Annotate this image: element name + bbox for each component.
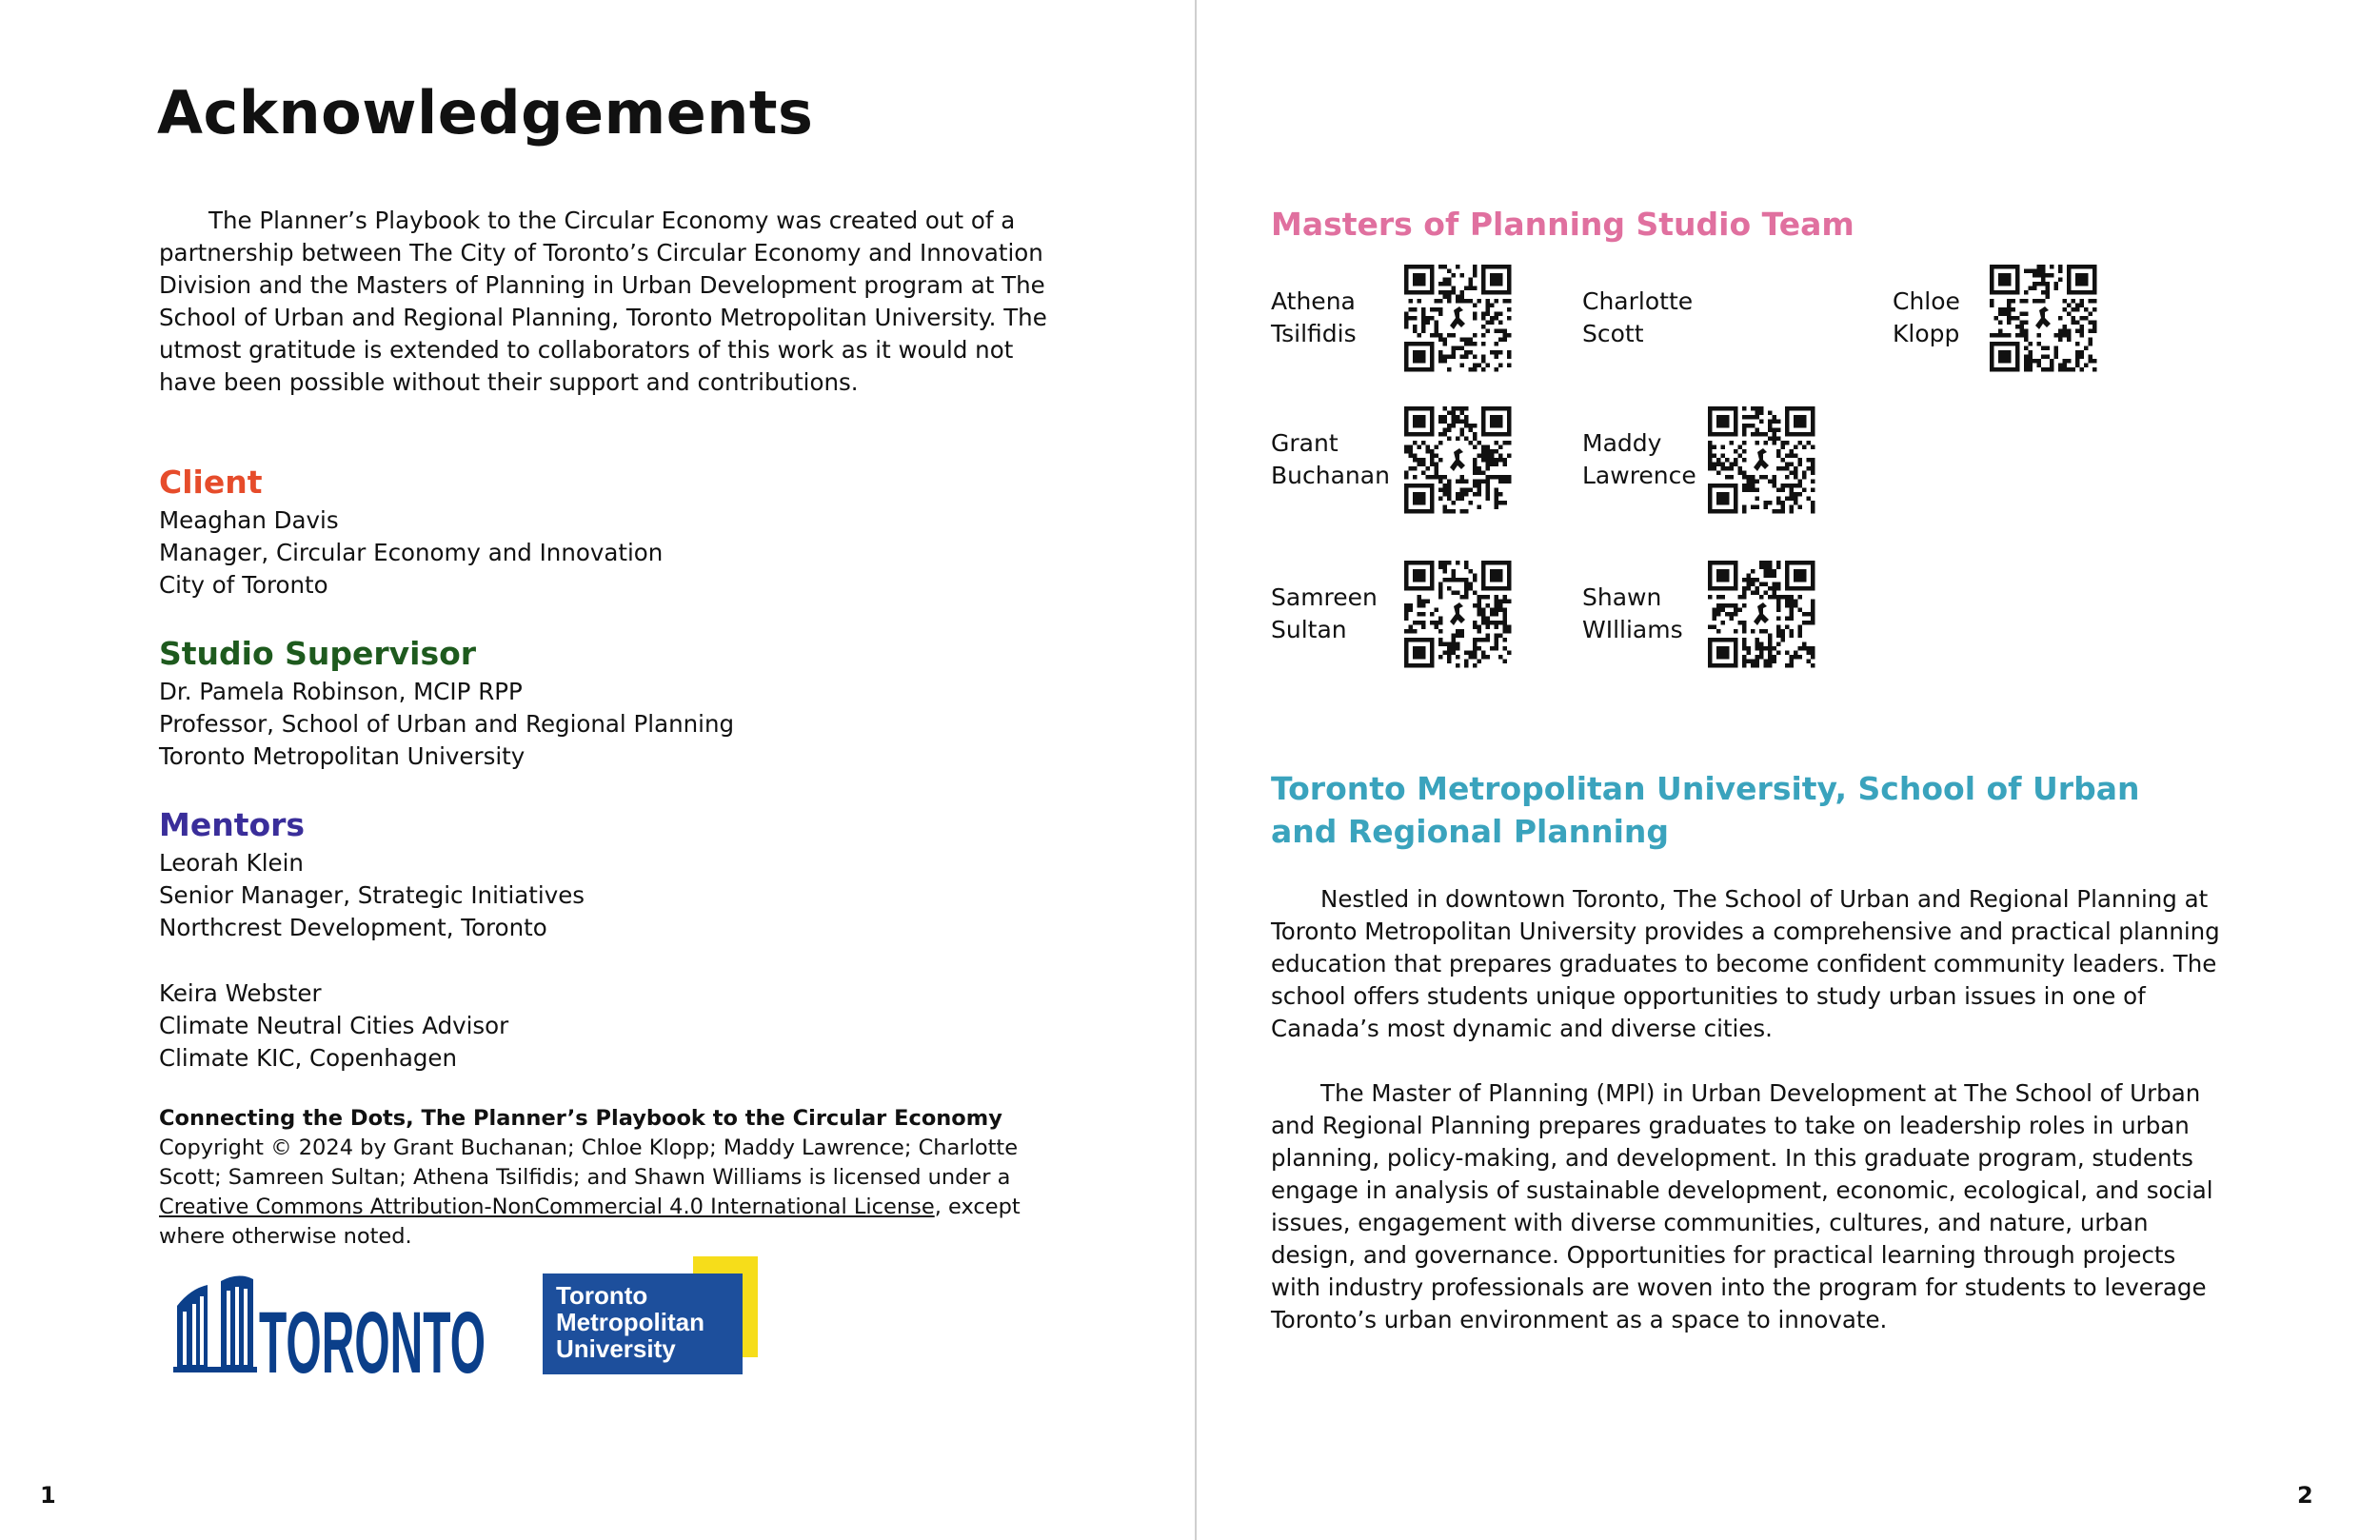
qr-code-icon[interactable] [1404, 561, 1512, 668]
intro-paragraph [159, 205, 1073, 399]
member-last-name: Tsilfidis [1271, 320, 1357, 347]
mentor-2-org: Climate KIC, Copenhagen [159, 1044, 457, 1072]
mentor-1-org: Northcrest Development, Toronto [159, 914, 547, 941]
tmu-logo-line-1: Toronto [556, 1281, 648, 1310]
member-first-name: Chloe [1893, 287, 1960, 315]
member-last-name: Buchanan [1271, 462, 1390, 489]
member-first-name: Athena [1271, 287, 1356, 315]
member-first-name: Charlotte [1582, 287, 1694, 315]
tmu-logo [543, 1256, 762, 1380]
studio-team-heading: Masters of Planning Studio Team [1271, 206, 1854, 243]
mentors-heading: Mentors [159, 806, 306, 843]
toronto-logo-text: TORONTO [259, 1294, 486, 1378]
tmu-logo-line-2: Metropolitan [556, 1308, 704, 1336]
qr-code-icon[interactable] [1404, 265, 1512, 372]
page-title: Acknowledgements [157, 78, 814, 148]
member-last-name: Klopp [1893, 320, 1960, 347]
member-last-name: Scott [1582, 320, 1644, 347]
member-first-name: Shawn [1582, 583, 1662, 611]
tmu-logo-line-3: University [556, 1334, 676, 1363]
mentor-1-role: Senior Manager, Strategic Initiatives [159, 881, 585, 909]
supervisor-details [159, 676, 734, 773]
copyright-text-1: Copyright © 2024 by Grant Buchanan; Chloe Klopp; Maddy Lawrence; Charlotte Scott; Samreen Sultan; Athena Tsilfidis; and Shawn Williams is licensed under a [159, 1135, 1019, 1190]
client-name: Meaghan Davis [159, 506, 339, 534]
copyright-text-2: , except where otherwise noted. [159, 1194, 1021, 1249]
supervisor-name: Dr. Pamela Robinson, MCIP RPP [159, 678, 523, 705]
client-details [159, 504, 663, 602]
school-description-paragraph [1271, 883, 2232, 1045]
school-description-text: Nestled in downtown Toronto, The School of Urban and Regional Planning at Toronto Metropolitan University provides a comprehensive and practical planning education that prepares graduates to become confident community leaders. The school offers students unique opportunities to study urban issues in one of Canada’s most dynamic and diverse cities. [1271, 885, 2220, 1042]
supervisor-role: Professor, School of Urban and Regional Planning [159, 710, 735, 738]
mentor-2-role: Climate Neutral Cities Advisor [159, 1012, 509, 1039]
mentor-2-details [159, 977, 508, 1075]
member-first-name: Samreen [1271, 583, 1378, 611]
mentor-1-name: Leorah Klein [159, 849, 304, 877]
city-of-toronto-logo [171, 1268, 495, 1382]
program-description-paragraph [1271, 1077, 2232, 1336]
member-last-name: Sultan [1271, 616, 1347, 643]
page-number-right: 2 [2297, 1482, 2313, 1509]
supervisor-heading: Studio Supervisor [159, 635, 477, 672]
qr-code-icon[interactable] [1404, 406, 1512, 514]
tmu-heading: Toronto Metropolitan University, School of Urban and Regional Planning [1271, 770, 2140, 850]
copyright-notice [159, 1104, 1073, 1252]
client-heading: Client [159, 464, 263, 501]
supervisor-org: Toronto Metropolitan University [159, 742, 526, 770]
page-divider [1195, 0, 1197, 1540]
qr-code-icon[interactable] [1708, 561, 1815, 668]
city-hall-skyline-icon [171, 1268, 495, 1378]
mentor-2-name: Keira Webster [159, 979, 322, 1007]
program-description-text: The Master of Planning (MPl) in Urban Development at The School of Urban and Regional Planning prepares graduates to take on leadership roles in urban planning, policy-making, and development. In this graduate program, students engage in analysis of sustainable development, economic, ecological, and social issues, engagement with diverse communities, cultures, and nature, urban design, and governance. Opportunities for practical learning through projects with industry professionals are woven into the program for students to leverage Toronto’s urban environment as a space to innovate. [1271, 1079, 2213, 1333]
member-last-name: Lawrence [1582, 462, 1696, 489]
mentor-1-details [159, 847, 585, 944]
member-last-name: WIlliams [1582, 616, 1683, 643]
member-first-name: Maddy [1582, 429, 1662, 457]
qr-code-icon[interactable] [1990, 265, 2097, 372]
member-first-name: Grant [1271, 429, 1339, 457]
qr-code-icon[interactable] [1708, 406, 1815, 514]
client-org: City of Toronto [159, 571, 328, 599]
client-role: Manager, Circular Economy and Innovation [159, 539, 664, 566]
copyright-title: Connecting the Dots, The Planner’s Playbook to the Circular Economy [159, 1106, 1002, 1131]
license-link[interactable]: Creative Commons Attribution-NonCommercial 4.0 International License [159, 1194, 935, 1219]
page-number-left: 1 [40, 1482, 56, 1509]
intro-text: The Planner’s Playbook to the Circular Economy was created out of a partnership between The City of Toronto’s Circular Economy and Innovation Division and the Masters of Planning in Urban Development program at The School of Urban and Regional Planning, Toronto Metropolitan University. The utmost gratitude is extended to collaborators of this work as it would not have been possible without their support and contributions. [159, 207, 1047, 396]
